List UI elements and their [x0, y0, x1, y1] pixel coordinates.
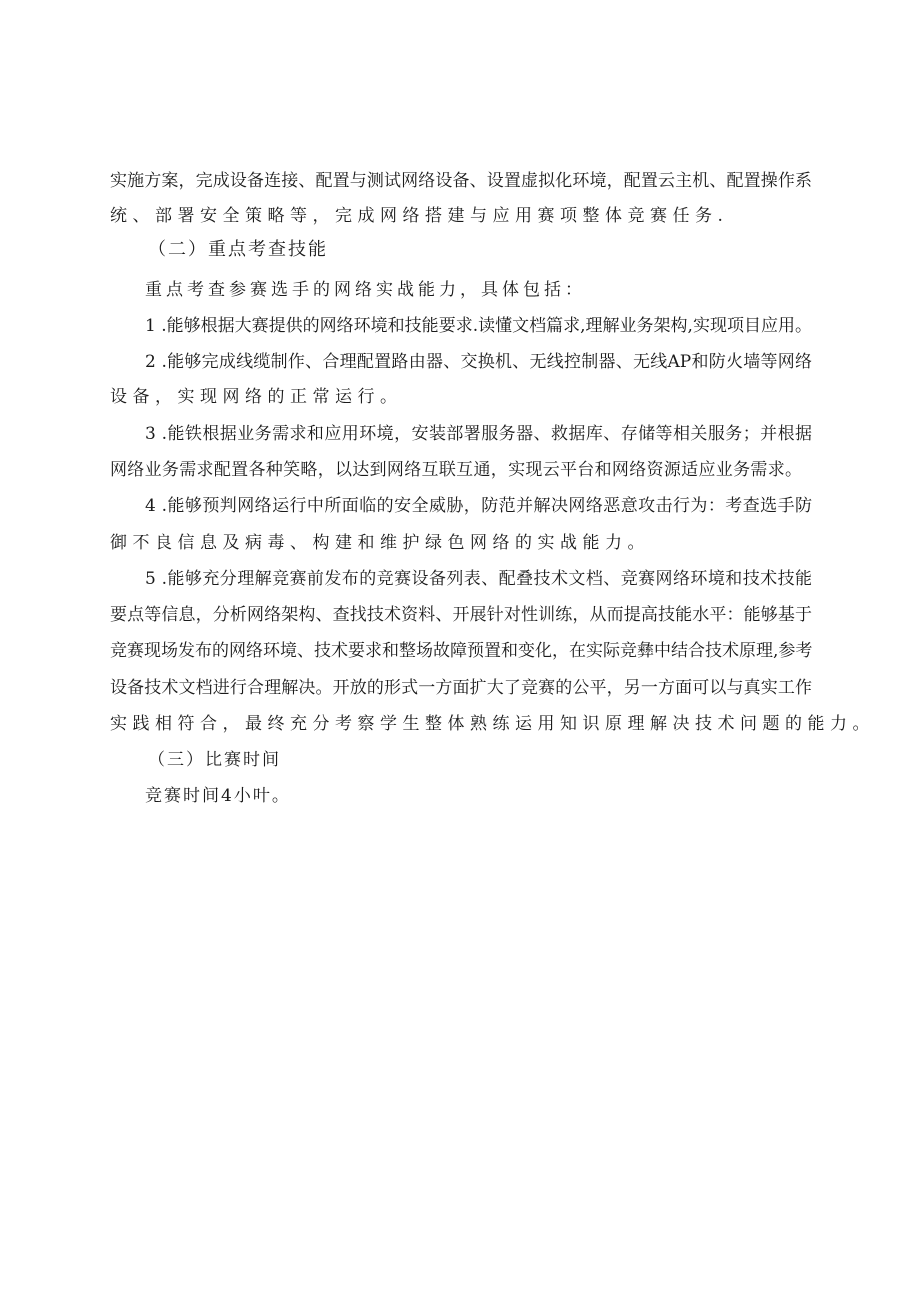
list-item-2: 2 .能够完成线缆制作、合理配置路由器、交换机、无线控制器、无线AP和防火墙等网络	[145, 352, 812, 372]
list-item-1: 1 .能够根据大赛提供的网络环境和技能要求.读懂文档篇求,理解业务架构,实现项目应用。	[145, 316, 812, 336]
paragraph-line: 竞赛现场发布的网络环境、技术要求和整场故障预置和变化，在实际竞彝中结合技术原理,参考	[110, 641, 813, 661]
paragraph-line: 统、部署安全策略等，完成网络搭建与应用赛项整体竞赛任务.	[110, 206, 729, 226]
section-heading-key-skills: （二）重点考查技能	[148, 239, 328, 260]
list-item-4: 4 .能够预判网络运行中所面临的安全威胁，防范并解决网络恶意攻击行为：考查选手防	[145, 496, 812, 516]
paragraph-line: 御不良信息及病毒、构建和维护绿色网络的实战能力。	[110, 533, 650, 553]
paragraph-line: 要点等信息，分析网络架构、查找技术资料、开展针对性训练，从而提高技能水平：能够基于	[110, 605, 812, 625]
paragraph-line: 网络业务需求配置各种笑略，以达到网络互联互通，实现云平台和网络资源适应业务需求。	[110, 460, 802, 480]
paragraph-line: 重点考查参赛选手的网络实战能力，具体包括：	[145, 280, 586, 300]
paragraph-line: 实践相符合，最终充分考察学生整体熟练运用知识原理解决技术问题的能力。	[110, 714, 875, 734]
list-item-5: 5 .能够充分理解竞赛前发布的竞赛设备列表、配叠技术文档、竞赛网络环境和技术技能	[145, 569, 812, 589]
paragraph-line: 设备，实现网络的正常运行。	[110, 387, 403, 407]
paragraph-line: 设备技术文档进行合理解决。开放的形式一方面扩大了竞赛的公平，另一方面可以与真实工作	[110, 678, 812, 698]
paragraph-line: 竞赛时间4小叶。	[145, 786, 291, 806]
paragraph-line: 实施方案，完成设备连接、配置与测试网络设备、设置虚拟化环境，配置云主机、配置操作系	[110, 171, 812, 191]
section-heading-competition-time: （三）比赛时间	[148, 750, 281, 770]
list-item-3: 3 .能铁根据业务需求和应用环境，安装部署服务器、救据库、存储等相关服务；并根据	[145, 424, 812, 444]
